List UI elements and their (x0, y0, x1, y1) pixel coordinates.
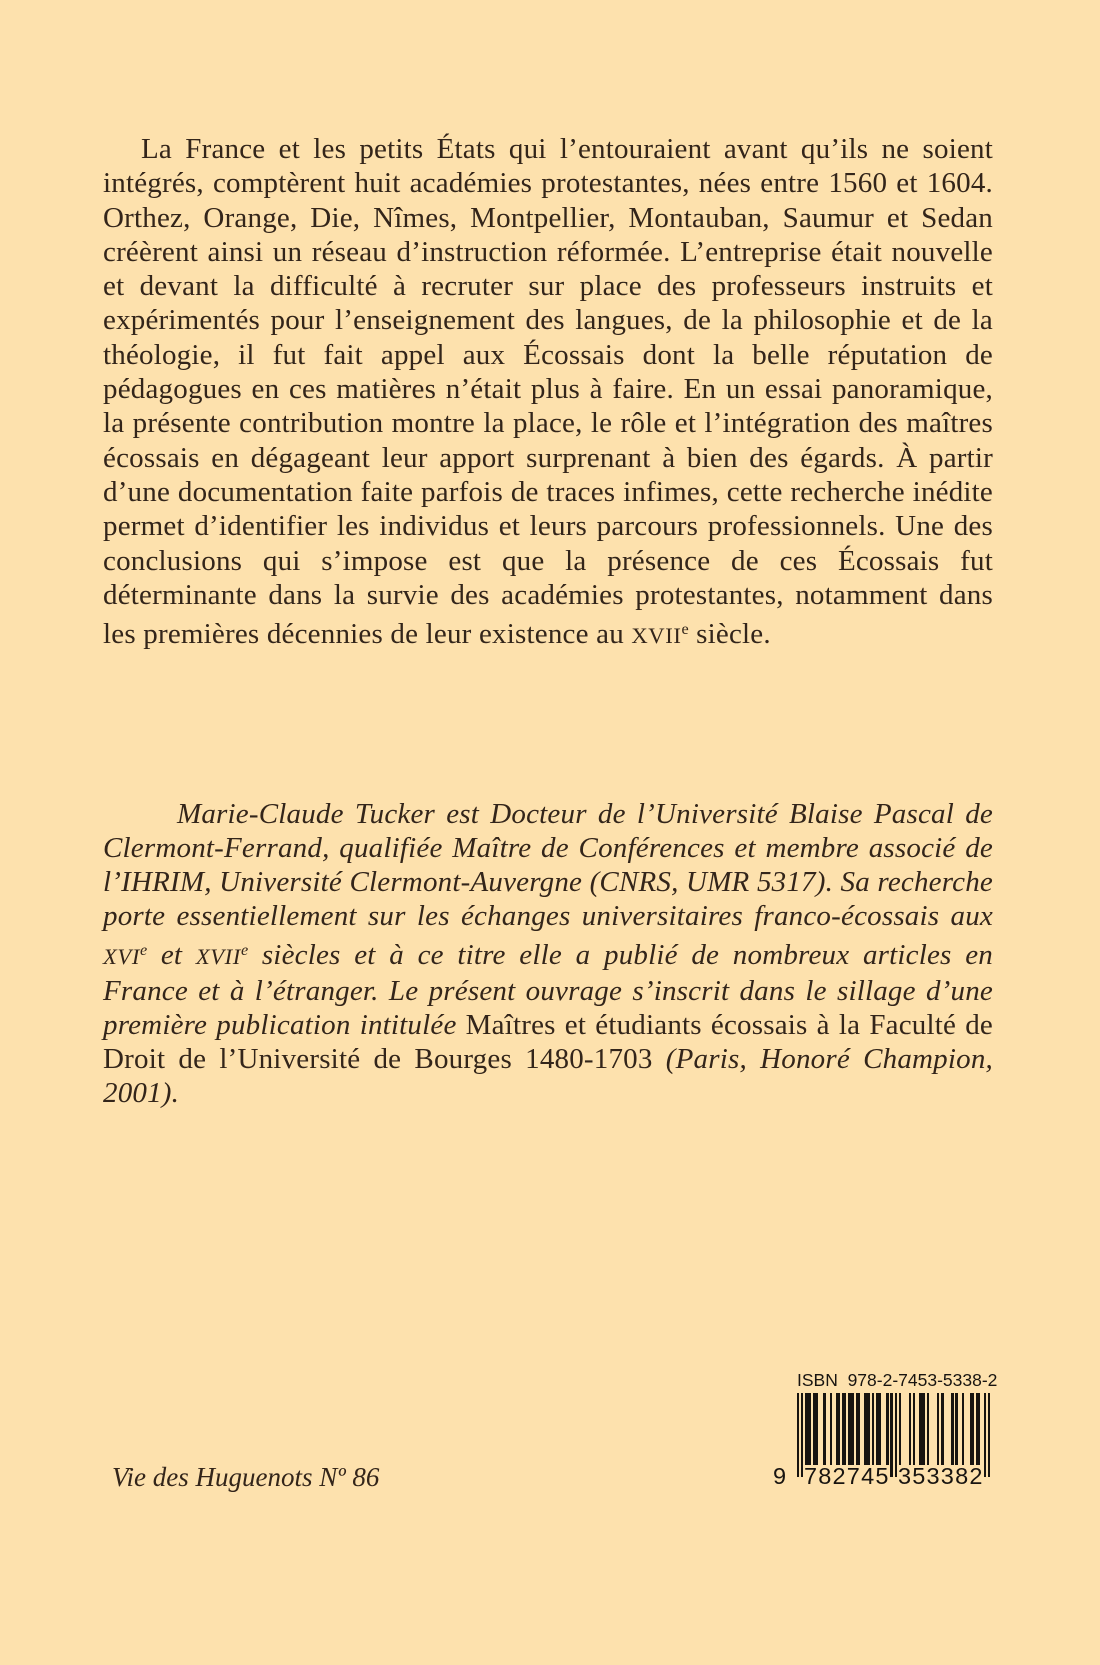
barcode-bar (801, 1393, 803, 1477)
barcode-bar (836, 1393, 840, 1465)
barcode-bar (937, 1393, 939, 1465)
barcode-bar (988, 1393, 990, 1477)
barcode-bar (941, 1393, 943, 1465)
barcode-bar (913, 1393, 915, 1465)
barcode-bar (848, 1393, 854, 1465)
barcode-bar (951, 1393, 953, 1465)
barcode-bar (927, 1393, 929, 1465)
barcode-bar (919, 1393, 925, 1465)
barcode-bar (864, 1393, 870, 1465)
barcode-digit-first: 9 (773, 1463, 788, 1489)
isbn-number: ISBN 978-2-7453-5338-2 (797, 1370, 998, 1390)
barcode-bar (830, 1393, 832, 1465)
barcode-bar (895, 1393, 897, 1477)
barcode-bar (909, 1393, 911, 1465)
barcode-bar (856, 1393, 860, 1465)
barcode-bar (984, 1393, 986, 1477)
barcode-bar (872, 1393, 874, 1465)
author-bio-paragraph: Marie-Claude Tucker est Docteur de l’Université Blaise Pascal de Clermont-Ferrand, qualifiée Maître de Conférences et membre associé de l’IHRIM, Université Clermont-Auvergne (CNRS, UMR 5317). Sa recherche porte essentiellement sur les échanges universitaires franco-écossais aux XVIe et XVIIe siècles et à ce titre elle a publié de nombreux articles en France et à l’étranger. Le présent ouvrage s’inscrit dans le sillage d’une première publication intitulée Maîtres et étudiants écossais à la Faculté de Droit de l’Université de Bourges 1480-1703 (Paris, Honoré Champion, 2001). (103, 798, 993, 1109)
series-label: Vie des Huguenots Nº 86 (112, 1462, 380, 1492)
barcode-bar (797, 1393, 799, 1477)
barcode-bar (899, 1393, 901, 1465)
barcode-bar (886, 1393, 888, 1465)
barcode-bar (813, 1393, 817, 1465)
summary-paragraph: La France et les petits États qui l’entouraient avant qu’ils ne soient intégrés, comptèrent huit académies protestantes, nées entre 1560 et 1604. Orthez, Orange, Die, Nîmes, Montpellier, Montauban, Saumur et Sedan créèrent ainsi un réseau d’instruction réformée. L’entreprise était nouvelle et devant la difficulté à recruter sur place des professeurs instruits et expérimentés pour l’enseignement des langues, de la philosophie et de la théologie, il fut fait appel aux Écossais dont la belle réputation de pédagogues en ces matières n’était plus à faire. En un essai panoramique, la présente contribution montre la place, le rôle et l’intégration des maîtres écossais en dégageant leur apport surprenant à bien des égards. À partir d’une documentation faite parfois de traces infimes, cette recherche inédite permet d’identifier les individus et leurs parcours professionnels. Une des conclusions qui s’impose est que la présence de ces Écossais fut déterminante dans la survie des académies protestantes, notamment dans les premières décennies de leur existence au XVIIe siècle. (103, 133, 993, 651)
barcode-bar (970, 1393, 974, 1465)
barcode-bar (805, 1393, 811, 1465)
ean13-barcode (773, 1393, 990, 1493)
barcode-bar (876, 1393, 880, 1465)
barcode-bar (823, 1393, 825, 1465)
isbn-block (773, 1370, 998, 1493)
barcode-digits-right: 353382 (898, 1463, 984, 1489)
barcode-bar (976, 1393, 980, 1465)
barcode-bar (962, 1393, 964, 1465)
barcode-digits-left: 782745 (804, 1463, 890, 1489)
barcode-bar (955, 1393, 957, 1465)
barcode-bar (842, 1393, 846, 1465)
barcode-bar (890, 1393, 892, 1477)
